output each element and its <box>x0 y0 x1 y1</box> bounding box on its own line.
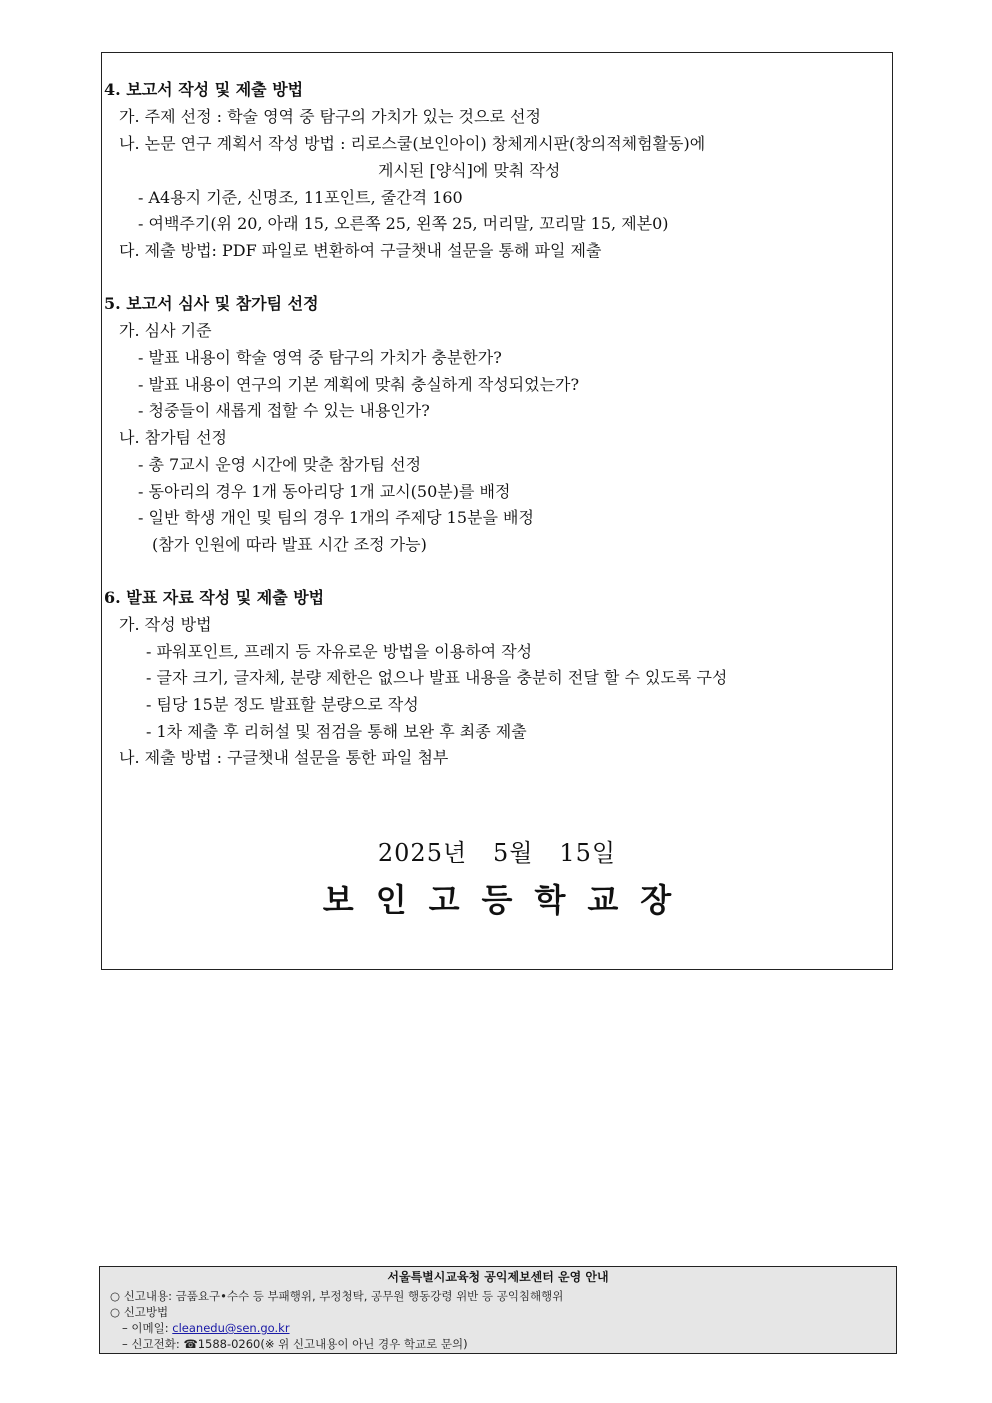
section-5-heading: 5. 보고서 심사 및 참가팀 선정 <box>104 294 319 313</box>
email-link[interactable]: cleanedu@sen.go.kr <box>172 1321 290 1335</box>
section-6-method-3: - 팀당 15분 정도 발표할 분량으로 작성 <box>146 695 419 714</box>
section-6-heading: 6. 발표 자료 작성 및 제출 방법 <box>104 588 325 607</box>
section-5-criterion-2: - 발표 내용이 연구의 기본 계획에 맞춰 충실하게 작성되었는가? <box>138 375 580 394</box>
notice-title: 서울특별시교육청 공익제보센터 운영 안내 <box>387 1270 609 1284</box>
whistleblower-notice <box>99 1266 897 1354</box>
report-method-label: ○ 신고방법 <box>110 1305 169 1319</box>
section-5-selection-2: - 동아리의 경우 1개 동아리당 1개 교시(50분)를 배정 <box>138 482 511 501</box>
school-principal-signature: 보인고등학교장 <box>322 881 694 919</box>
report-content: ○ 신고내용: 금품요구•수수 등 부패행위, 부정청탁, 공무원 행동강령 위반 등 공익침해행위 <box>110 1289 564 1303</box>
section-4-item-b-detail-2: - 여백주기(위 20, 아래 15, 오른쪽 25, 왼쪽 25, 머리말, 꼬리말 15, 제본0) <box>138 214 669 233</box>
section-4-heading: 4. 보고서 작성 및 제출 방법 <box>104 80 304 99</box>
section-4-item-b: 나. 논문 연구 계획서 작성 방법 : 리로스쿨(보인아이) 창체게시판(창의적체험활동)에 <box>119 134 706 153</box>
section-5-item-a: 가. 심사 기준 <box>119 321 212 340</box>
section-6-item-b: 나. 제출 방법 : 구글챗내 설문을 통한 파일 첨부 <box>119 748 449 767</box>
section-6-item-a: 가. 작성 방법 <box>119 615 212 634</box>
section-5-criterion-1: - 발표 내용이 학술 영역 중 탐구의 가치가 충분한가? <box>138 348 502 367</box>
section-6-method-2: - 글자 크기, 글자체, 분량 제한은 없으나 발표 내용을 충분히 전달 할 수 있도록 구성 <box>146 668 728 687</box>
issue-date: 2025년 5월 15일 <box>377 839 617 867</box>
section-4-item-b-detail-1: - A4용지 기준, 신명조, 11포인트, 줄간격 160 <box>138 188 463 207</box>
section-4-item-c: 다. 제출 방법: PDF 파일로 변환하여 구글챗내 설문을 통해 파일 제출 <box>119 241 602 260</box>
section-5-criterion-3: - 청중들이 새롭게 접할 수 있는 내용인가? <box>138 401 430 420</box>
section-5-selection-1: - 총 7교시 운영 시간에 맞춘 참가팀 선정 <box>138 455 422 474</box>
section-5-selection-3: - 일반 학생 개인 및 팀의 경우 1개의 주제당 15분을 배정 <box>138 508 534 527</box>
notice-body <box>101 52 893 970</box>
section-4-item-a: 가. 주제 선정 : 학술 영역 중 탐구의 가치가 있는 것으로 선정 <box>119 107 541 126</box>
section-5-item-b: 나. 참가팀 선정 <box>119 428 227 447</box>
email-label: – 이메일: <box>122 1321 173 1335</box>
section-6-method-4: - 1차 제출 후 리허설 및 점검을 통해 보완 후 최종 제출 <box>146 722 527 741</box>
section-4-item-b-continued: 게시된 [양식]에 맞춰 작성 <box>378 161 561 180</box>
report-phone-line: – 신고전화: ☎1588-0260(※ 위 신고내용이 아닌 경우 학교로 문의) <box>122 1337 468 1351</box>
section-6-method-1: - 파워포인트, 프레지 등 자유로운 방법을 이용하여 작성 <box>146 642 533 661</box>
section-5-selection-note: (참가 인원에 따라 발표 시간 조정 가능) <box>152 535 427 554</box>
report-email-line <box>122 1320 290 1336</box>
